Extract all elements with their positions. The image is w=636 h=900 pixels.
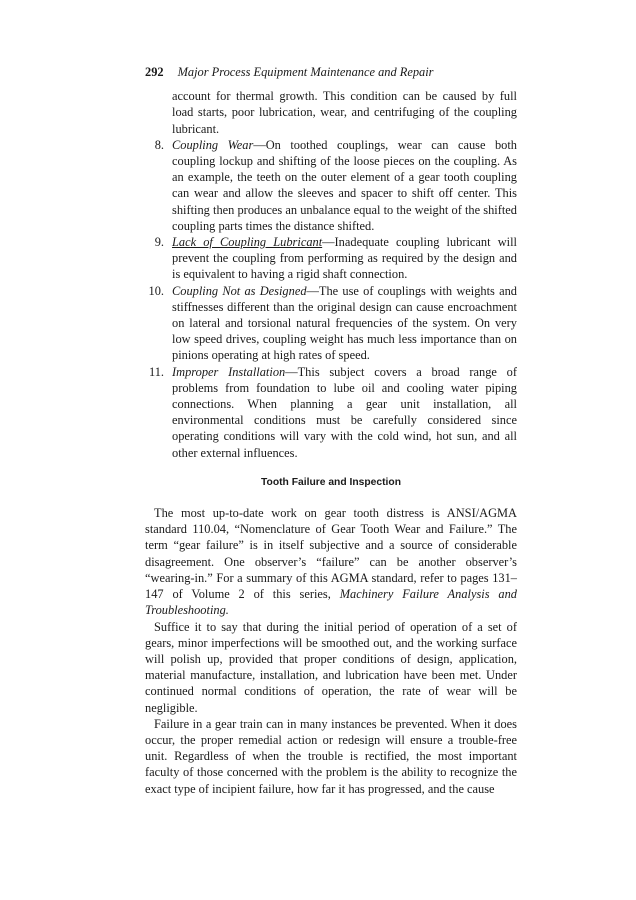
item-text: —This subject covers a broad range of problems from foundation to lube oil and cooling water piping connections. When planning a gear unit installation, all environmental conditions must be carefully considered since operating conditions will vary with the cold wind, hot sun, and all other external influences. xyxy=(172,364,517,460)
book-title: Major Process Equipment Maintenance and Repair xyxy=(177,65,434,79)
cited-title: Machinery Failure Analysis and Troubleshooting. xyxy=(145,587,517,618)
item-number: 10. xyxy=(148,283,164,298)
item-term: Coupling Wear xyxy=(172,137,254,152)
item-text: —The use of couplings with weights and stiffnesses different than the original design can cause encroachment on lateral and torsional natural frequencies of the system. On very low speed drives, coupling weight has much less importance than on pinions operating at high rates of speed. xyxy=(172,283,517,363)
item-term: Improper Installation xyxy=(172,364,286,379)
item-number: 11. xyxy=(148,364,164,379)
item-term: Coupling Not as Designed xyxy=(172,283,307,298)
item-number: 9. xyxy=(154,235,164,250)
running-head xyxy=(145,64,517,80)
list-continuation xyxy=(145,88,517,137)
item-text: —Inadequate coupling lubricant will prevent the coupling from performing as required by the design and is equivalent to having a rigid shaft connection. xyxy=(172,235,517,282)
paragraph-1-text: The most up-to-date work on gear tooth distress is ANSI/AGMA standard 110.04, “Nomenclature of Gear Tooth Wear and Failure.” The term “gear failure” is in itself subjective and a source of considerable disagreement. One observer’s “failure” can be another observer’s “wearing-in.” For a summary of this AGMA standard, refer to pages 131–147 of Volume 2 of this series, xyxy=(145,506,517,602)
continuation-text: account for thermal growth. This condition can be caused by full load starts, poor lubrication, wear, and centrifuging of the coupling lubricant. xyxy=(172,89,517,136)
paragraph-1 xyxy=(145,505,517,618)
section-heading: Tooth Failure and Inspection xyxy=(261,476,401,488)
paragraph-3: Failure in a gear train can in many instances be prevented. When it does occur, the proper remedial action or redesign will ensure a trouble-free unit. Regardless of when the trouble is rectified, the most important faculty of those concerned with the problem is the ability to recognize the exact type of incipient failure, how far it has progressed, and the cause xyxy=(145,716,517,796)
list-item-coupling-wear xyxy=(145,137,517,234)
item-number: 8. xyxy=(154,137,164,152)
list-item-not-as-designed xyxy=(145,283,517,364)
list-item-lack-of-lubricant xyxy=(145,234,517,283)
list-item-improper-installation xyxy=(145,364,517,461)
book-page xyxy=(145,64,517,797)
paragraph-2: Suffice it to say that during the initial period of operation of a set of gears, minor imperfections will be smoothed out, and the working surface will polish up, provided that proper conditions of design, application, material manufacture, installation, and lubrication have been met. Under continued normal conditions of operation, the rate of wear will be negligible. xyxy=(145,619,517,715)
item-term: Lack of Coupling Lubricant xyxy=(172,235,323,250)
item-text: —On toothed couplings, wear can cause both coupling lockup and shifting of the loose pieces on the coupling. As an example, the teeth on the outer element of a gear tooth coupling can wear and allow the sleeves and spacer to shift off center. This shifting then produces an unbalance equal to the weight of the shifted coupling parts times the distance shifted. xyxy=(172,137,517,233)
numbered-list xyxy=(145,88,517,461)
page-number: 292 xyxy=(145,65,164,79)
